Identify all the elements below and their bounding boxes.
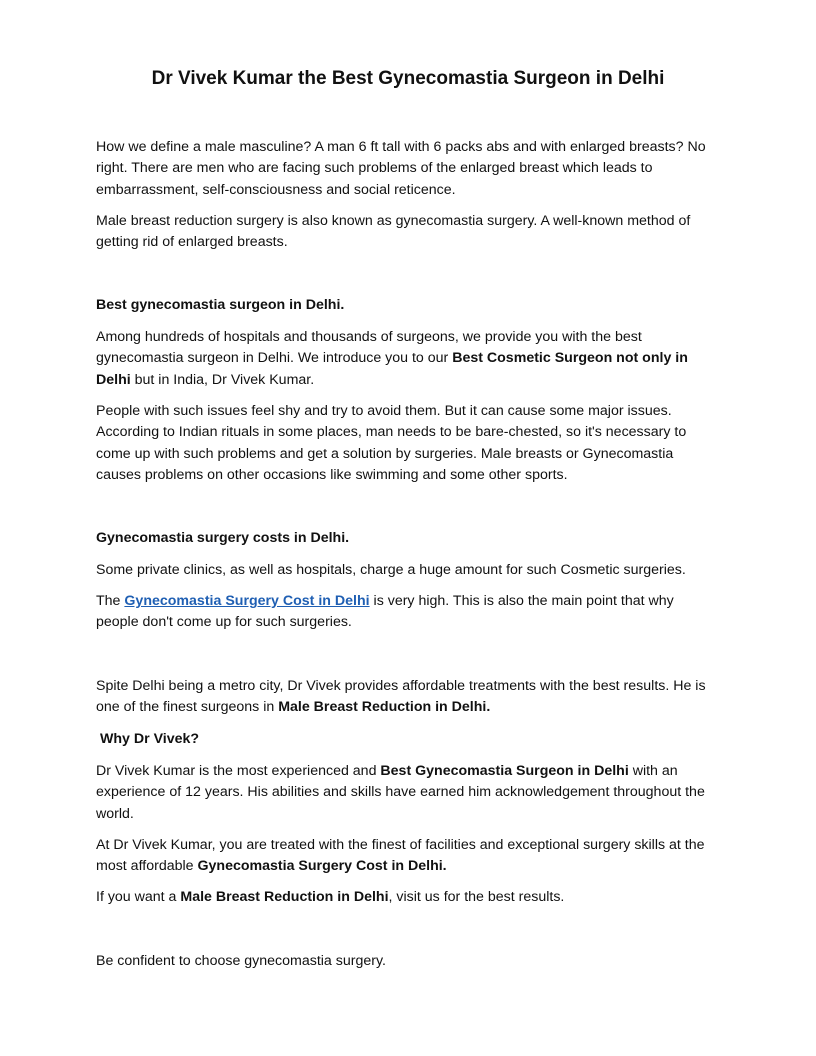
page-title: Dr Vivek Kumar the Best Gynecomastia Surgeon in Delhi <box>151 68 665 89</box>
surgery-cost-highlight: Gynecomastia Surgery Cost in Delhi. <box>197 858 447 875</box>
best-cosmetic-surgeon-highlight: Best Cosmetic Surgeon not only in Delhi <box>96 350 688 388</box>
cost-paragraph-2: The Gynecomastia Surgery Cost in Delhi is very high. This is also the main point that why people don't come up for such surgeries. <box>96 593 674 631</box>
cost-heading: Gynecomastia surgery costs in Delhi. <box>96 530 350 546</box>
male-breast-reduction-highlight-2: Male Breast Reduction in Delhi <box>180 889 389 905</box>
best-surgeon-paragraph-1: Among hundreds of hospitals and thousands of surgeons, we provide you with the best gynecomastia surgeon in Delhi. We introduce you to our Best Cosmetic Surgeon not only in Delhi but in India, Dr Vivek Kumar. <box>96 329 688 388</box>
cost-paragraph-1: Some private clinics, as well as hospitals, charge a huge amount for such Cosmetic surgeries. <box>96 562 686 578</box>
why-paragraph-1: Dr Vivek Kumar is the most experienced and Best Gynecomastia Surgeon in Delhi with an experience of 12 years. His abilities and skills have earned him acknowledgement throughout the world. <box>96 763 705 822</box>
closing-paragraph: Be confident to choose gynecomastia surgery. <box>96 953 386 969</box>
best-surgeon-heading: Best gynecomastia surgeon in Delhi. <box>96 297 345 313</box>
intro-paragraph-1: How we define a male masculine? A man 6 ft tall with 6 packs abs and with enlarged breasts? No right. There are men who are facing such problems of the enlarged breast which leads to embarrassment, self-consciousness and social reticence. <box>96 139 706 198</box>
male-breast-reduction-highlight: Male Breast Reduction in Delhi. <box>278 699 491 716</box>
surgery-cost-link[interactable]: Gynecomastia Surgery Cost in Delhi <box>124 593 370 609</box>
best-surgeon-paragraph-2: People with such issues feel shy and try to avoid them. But it can cause some major issues. According to Indian rituals in some places, man needs to be bare-chested, so it's necessary to come up with such problems and get a solution by surgeries. Male breasts or Gynecomastia causes problems on other occasions like swimming and some other sports. <box>96 403 687 483</box>
best-gynecomastia-surgeon-highlight: Best Gynecomastia Surgeon in Delhi <box>380 763 629 779</box>
intro-paragraph-2: Male breast reduction surgery is also known as gynecomastia surgery. A well-known method of getting rid of enlarged breasts. <box>96 213 691 251</box>
why-paragraph-3: If you want a Male Breast Reduction in Delhi, visit us for the best results. <box>96 889 565 905</box>
spite-paragraph: Spite Delhi being a metro city, Dr Vivek provides affordable treatments with the best results. He is one of the finest surgeons in Male Breast Reduction in Delhi. <box>96 678 706 716</box>
why-heading: Why Dr Vivek? <box>100 731 200 747</box>
why-paragraph-2: At Dr Vivek Kumar, you are treated with the finest of facilities and exceptional surgery skills at the most affordable Gynecomastia Surgery Cost in Delhi. <box>96 837 705 875</box>
